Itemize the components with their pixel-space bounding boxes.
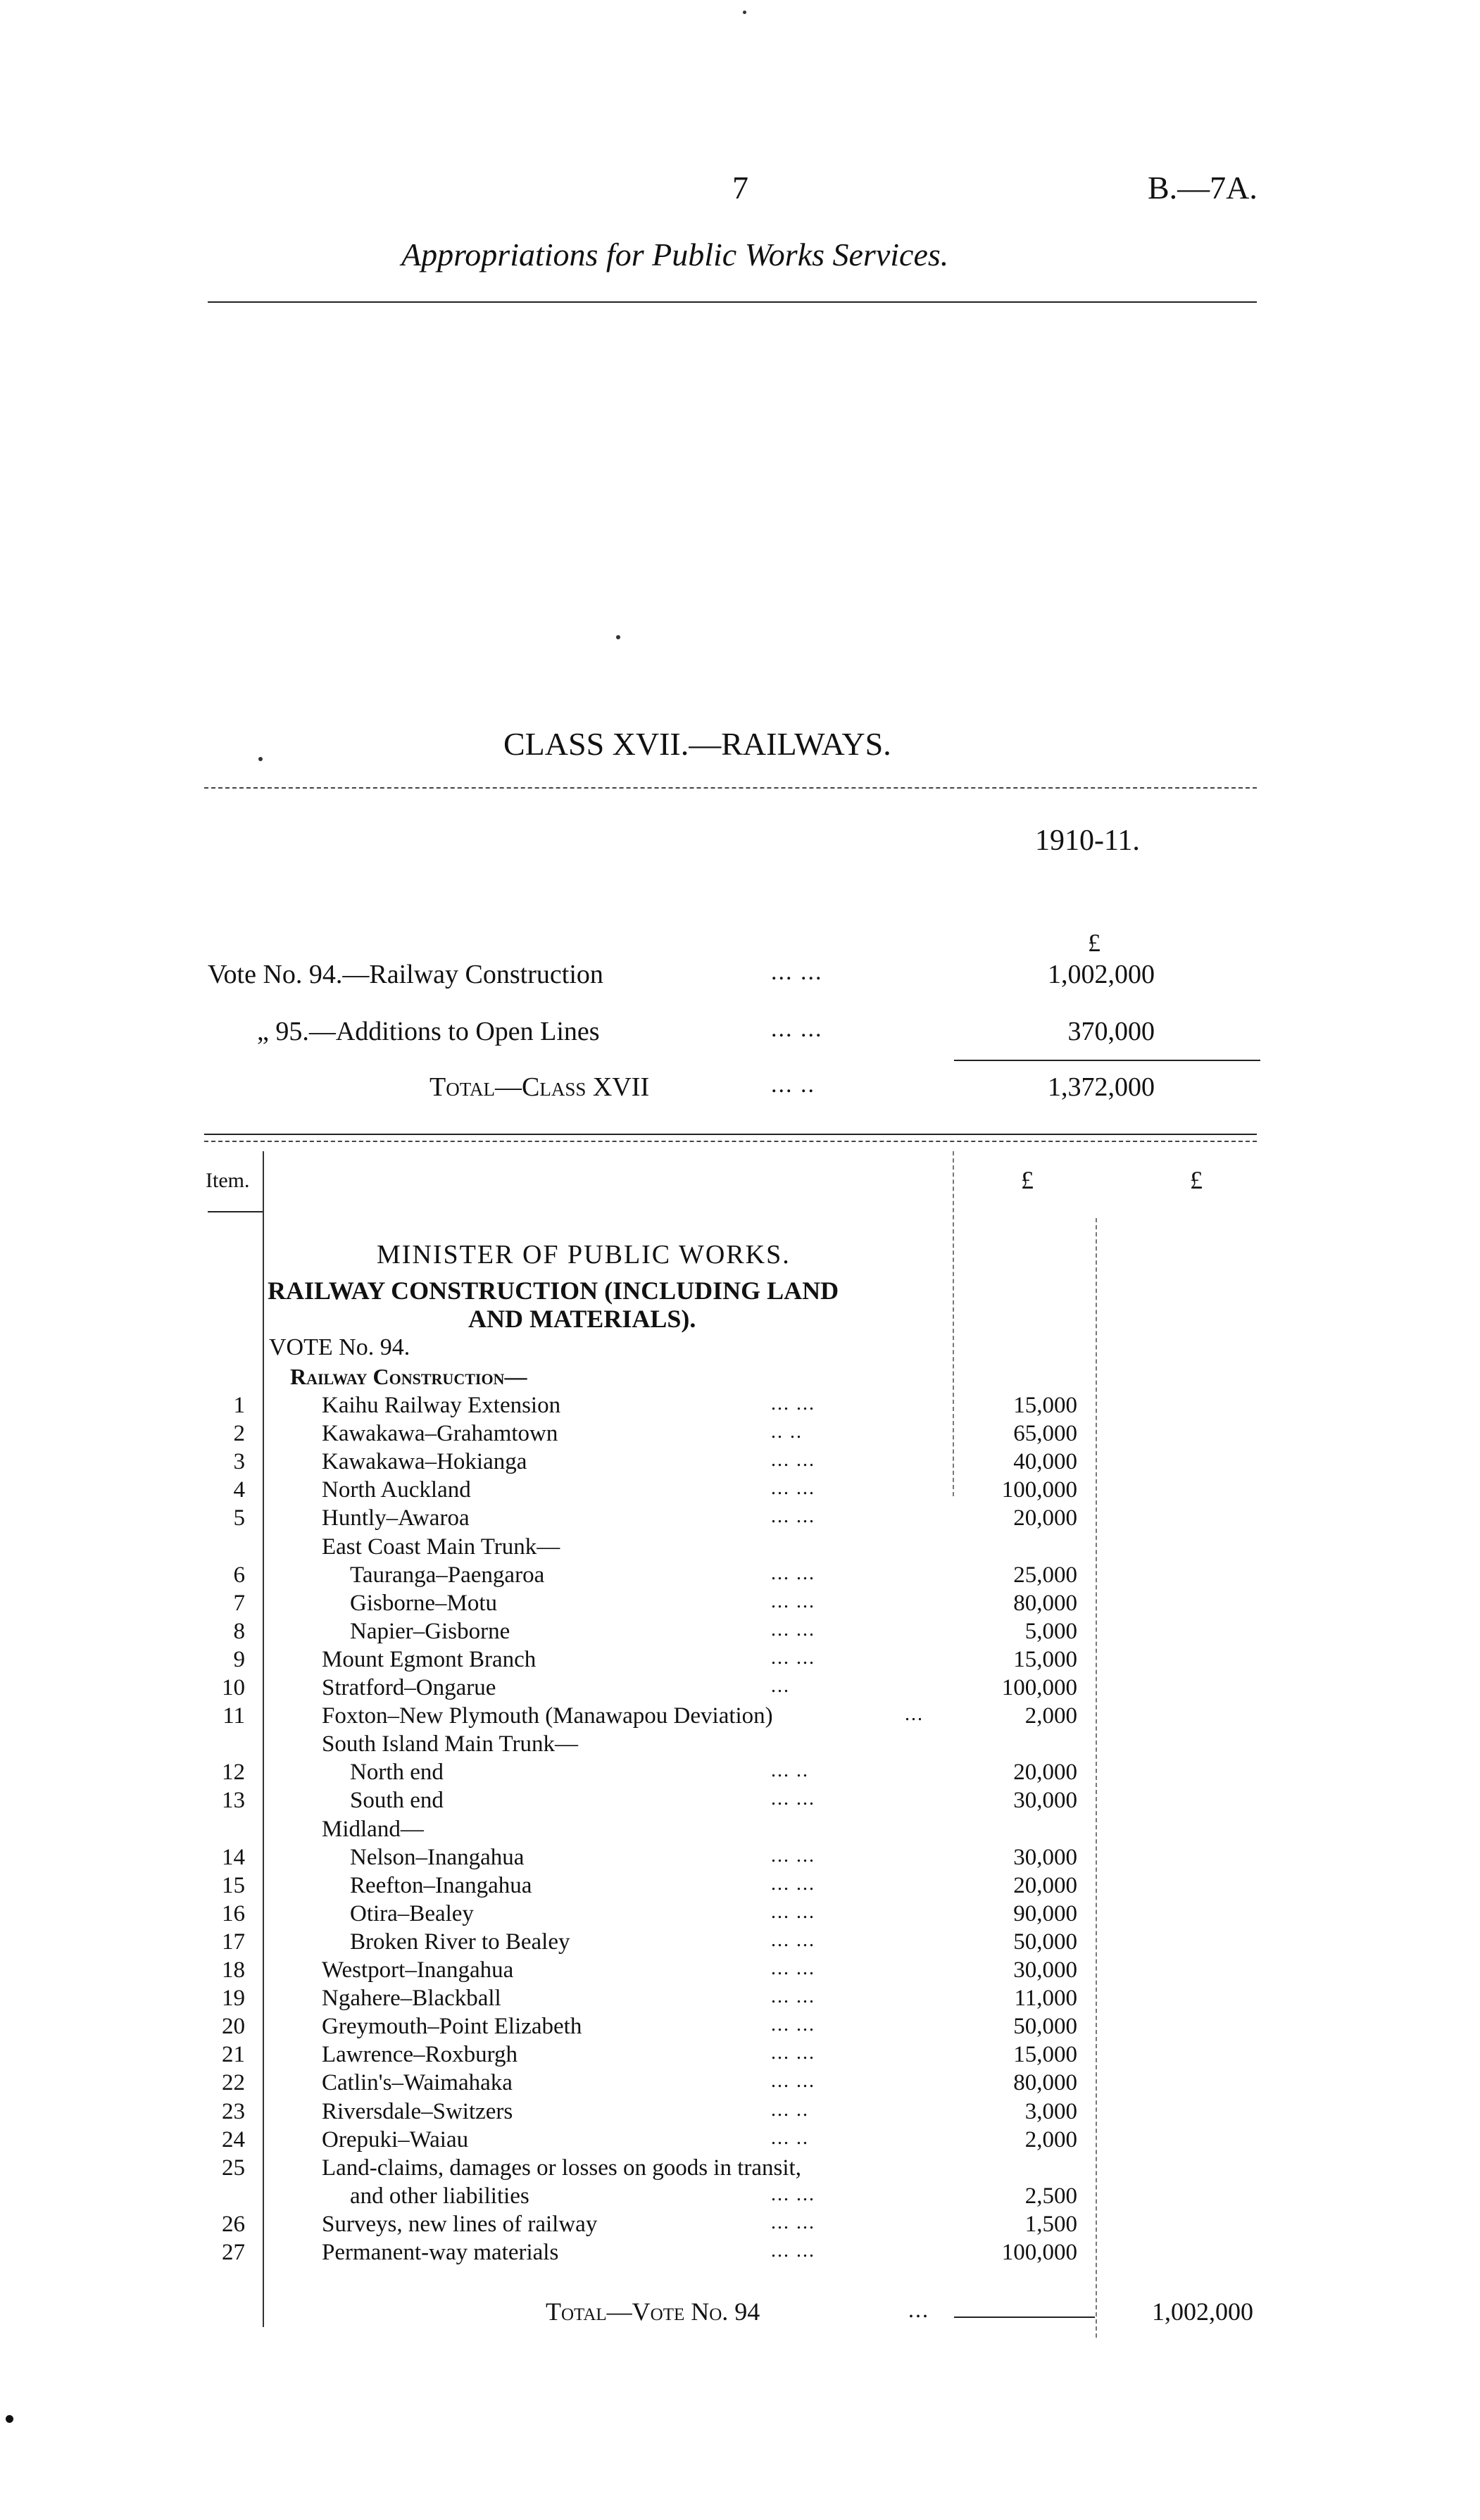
row-item-number: 20 <box>222 2014 245 2039</box>
row-leader-dots: ... ... <box>771 1562 815 1584</box>
row-leader-dots: ... ... <box>771 2042 815 2064</box>
row-item-number: 27 <box>222 2240 245 2265</box>
row-item-number: 8 <box>233 1619 245 1644</box>
row-railway-name: Midland— <box>322 1817 424 1842</box>
row-leader-dots: ... .. <box>771 2099 809 2121</box>
ministry-heading: MINISTER OF PUBLIC WORKS. <box>377 1240 791 1270</box>
class-heading: CLASS XVII.—RAILWAYS. <box>503 726 891 762</box>
row-amount: 1,500 <box>1024 2212 1077 2237</box>
row-leader-dots: ... ... <box>771 1619 815 1641</box>
summary-vote-94-label: Vote No. 94.—Railway Construction <box>208 960 603 989</box>
row-amount: 15,000 <box>1013 1393 1077 1418</box>
row-railway-name: Reefton–Inangahua <box>350 1873 532 1898</box>
row-leader-dots: ... ... <box>771 2183 815 2205</box>
row-amount: 80,000 <box>1013 1591 1077 1616</box>
row-railway-name: East Coast Main Trunk— <box>322 1534 560 1560</box>
column-header-pound-1: £ <box>1021 1166 1034 1194</box>
row-amount: 65,000 <box>1013 1421 1077 1446</box>
row-leader-dots: ... ... <box>771 1986 815 2007</box>
row-leader-dots: .. .. <box>771 1421 803 1443</box>
row-railway-name: Orepuki–Waiau <box>322 2127 469 2152</box>
row-item-number: 9 <box>233 1647 245 1672</box>
class-heading-rule <box>204 787 1257 789</box>
row-leader-dots: ... ... <box>771 1957 815 1979</box>
row-railway-name: Riversdale–Switzers <box>322 2099 513 2124</box>
row-item-number: 3 <box>233 1449 245 1474</box>
row-amount: 30,000 <box>1013 1845 1077 1870</box>
summary-total-dots: ... .. <box>771 1072 815 1098</box>
row-item-number: 1 <box>233 1393 245 1418</box>
row-railway-name: Ngahere–Blackball <box>322 1986 501 2011</box>
row-item-number: 17 <box>222 1929 245 1955</box>
row-item-number: 12 <box>222 1760 245 1785</box>
summary-total-amount: 1,372,000 <box>1048 1072 1155 1102</box>
row-amount: 25,000 <box>1013 1562 1077 1588</box>
row-item-number: 5 <box>233 1505 245 1531</box>
row-item-number: 21 <box>222 2042 245 2067</box>
row-leader-dots: ... ... <box>771 1788 815 1810</box>
row-railway-name: Surveys, new lines of railway <box>322 2212 598 2237</box>
row-railway-name: Westport–Inangahua <box>322 1957 514 1983</box>
row-railway-name: Kawakawa–Hokianga <box>322 1449 527 1474</box>
vote-total-label: Total—Vote No. 94 <box>546 2298 760 2326</box>
row-railway-name: South end <box>350 1788 444 1813</box>
summary-subtotal-rule <box>954 1060 1260 1061</box>
row-leader-dots: ... ... <box>771 1505 815 1527</box>
row-item-number: 24 <box>222 2127 245 2152</box>
row-railway-name: Permanent-way materials <box>322 2240 559 2265</box>
row-railway-name: Foxton–New Plymouth (Manawapou Deviation) <box>322 1703 773 1729</box>
row-leader-dots: ... <box>905 1703 924 1725</box>
row-amount: 40,000 <box>1013 1449 1077 1474</box>
row-railway-name: Broken River to Bealey <box>350 1929 570 1955</box>
header-rule <box>208 301 1257 303</box>
row-item-number: 11 <box>222 1703 245 1729</box>
row-amount: 90,000 <box>1013 1901 1077 1926</box>
row-leader-dots: ... ... <box>771 1477 815 1499</box>
table-top-rule <box>204 1134 1257 1135</box>
row-amount: 15,000 <box>1013 1647 1077 1672</box>
row-railway-name: Napier–Gisborne <box>350 1619 510 1644</box>
row-item-number: 23 <box>222 2099 245 2124</box>
row-leader-dots: ... .. <box>771 2127 809 2149</box>
column-header-item: Item. <box>206 1169 250 1192</box>
ink-speck <box>6 2415 13 2423</box>
row-amount: 30,000 <box>1013 1957 1077 1983</box>
summary-vote-95-amount: 370,000 <box>1067 1017 1155 1046</box>
row-amount: 100,000 <box>1001 2240 1077 2265</box>
summary-vote-95-label: „ 95.—Additions to Open Lines <box>257 1017 600 1046</box>
row-railway-name: Otira–Bealey <box>350 1901 474 1926</box>
row-railway-name: and other liabilities <box>350 2183 529 2209</box>
summary-vote-95-dots: ... ... <box>771 1016 823 1042</box>
row-amount: 100,000 <box>1001 1477 1077 1503</box>
row-item-number: 2 <box>233 1421 245 1446</box>
amount-column-rule-left <box>953 1151 954 1496</box>
row-railway-name: Gisborne–Motu <box>350 1591 497 1616</box>
summary-vote-94-amount: 1,002,000 <box>1048 960 1155 989</box>
row-amount: 20,000 <box>1013 1505 1077 1531</box>
vote-subheading: Railway Construction— <box>290 1364 527 1389</box>
ink-speck <box>743 11 746 14</box>
table-top-rule-2 <box>204 1141 1257 1142</box>
row-leader-dots: ... <box>771 1675 790 1697</box>
row-amount: 5,000 <box>1024 1619 1077 1644</box>
row-amount: 50,000 <box>1013 2014 1077 2039</box>
row-leader-dots: ... ... <box>771 2070 815 2092</box>
row-leader-dots: ... ... <box>771 1901 815 1923</box>
row-leader-dots: ... ... <box>771 1591 815 1612</box>
row-railway-name: Kawakawa–Grahamtown <box>322 1421 558 1446</box>
row-item-number: 10 <box>222 1675 245 1700</box>
row-item-number: 13 <box>222 1788 245 1813</box>
row-railway-name: Stratford–Ongarue <box>322 1675 496 1700</box>
row-railway-name: Land-claims, damages or losses on goods in transit, <box>322 2155 801 2181</box>
row-railway-name: Tauranga–Paengaroa <box>350 1562 545 1588</box>
row-item-number: 19 <box>222 1986 245 2011</box>
vote-total-rule <box>954 2317 1095 2318</box>
row-leader-dots: ... ... <box>771 1845 815 1867</box>
row-railway-name: Kaihu Railway Extension <box>322 1393 561 1418</box>
row-amount: 2,000 <box>1024 1703 1077 1729</box>
row-item-number: 22 <box>222 2070 245 2095</box>
row-railway-name: North end <box>350 1760 444 1785</box>
vote-total-dots: ... <box>908 2297 929 2322</box>
row-amount: 15,000 <box>1013 2042 1077 2067</box>
amount-column-rule-right <box>1096 1218 1097 2338</box>
row-item-number: 14 <box>222 1845 245 1870</box>
section-heading-line-2: AND MATERIALS). <box>468 1305 696 1333</box>
row-amount: 50,000 <box>1013 1929 1077 1955</box>
column-header-pound-2: £ <box>1190 1166 1203 1194</box>
vote-total-amount: 1,002,000 <box>1152 2298 1253 2326</box>
row-leader-dots: ... ... <box>771 2212 815 2233</box>
row-leader-dots: ... ... <box>771 1929 815 1951</box>
row-item-number: 26 <box>222 2212 245 2237</box>
row-item-number: 4 <box>233 1477 245 1503</box>
row-amount: 2,500 <box>1024 2183 1077 2209</box>
page-title: Appropriations for Public Works Services. <box>401 237 949 272</box>
row-amount: 3,000 <box>1024 2099 1077 2124</box>
row-leader-dots: ... ... <box>771 1449 815 1471</box>
row-leader-dots: ... ... <box>771 1393 815 1415</box>
summary-currency: £ <box>1088 929 1100 957</box>
document-reference: B.—7A. <box>1148 170 1258 206</box>
row-item-number: 18 <box>222 1957 245 1983</box>
summary-total-label: Total—Class XVII <box>429 1072 650 1102</box>
vote-number: VOTE No. 94. <box>269 1334 410 1360</box>
row-amount: 20,000 <box>1013 1760 1077 1785</box>
row-item-number: 25 <box>222 2155 245 2181</box>
ink-speck <box>616 635 620 639</box>
row-amount: 2,000 <box>1024 2127 1077 2152</box>
row-amount: 20,000 <box>1013 1873 1077 1898</box>
row-railway-name: Lawrence–Roxburgh <box>322 2042 518 2067</box>
row-railway-name: Greymouth–Point Elizabeth <box>322 2014 582 2039</box>
row-leader-dots: ... ... <box>771 1647 815 1669</box>
row-railway-name: Nelson–Inangahua <box>350 1845 525 1870</box>
page-number: 7 <box>732 170 748 206</box>
row-leader-dots: ... ... <box>771 2014 815 2036</box>
row-item-number: 6 <box>233 1562 245 1588</box>
row-amount: 100,000 <box>1001 1675 1077 1700</box>
ink-speck <box>258 757 263 761</box>
row-item-number: 16 <box>222 1901 245 1926</box>
row-leader-dots: ... ... <box>771 1873 815 1895</box>
row-leader-dots: ... ... <box>771 2240 815 2262</box>
summary-year: 1910-11. <box>1035 825 1140 857</box>
row-railway-name: Huntly–Awaroa <box>322 1505 470 1531</box>
row-leader-dots: ... .. <box>771 1760 809 1781</box>
row-railway-name: Catlin's–Waimahaka <box>322 2070 513 2095</box>
section-heading-line-1: RAILWAY CONSTRUCTION (INCLUDING LAND <box>268 1277 839 1305</box>
row-item-number: 15 <box>222 1873 245 1898</box>
row-amount: 11,000 <box>1014 1986 1077 2011</box>
row-railway-name: North Auckland <box>322 1477 471 1503</box>
row-item-number: 7 <box>233 1591 245 1616</box>
summary-vote-94-dots: ... ... <box>771 959 823 985</box>
row-railway-name: Mount Egmont Branch <box>322 1647 537 1672</box>
row-railway-name: South Island Main Trunk— <box>322 1731 578 1757</box>
item-column-rule <box>263 1151 264 2327</box>
row-amount: 80,000 <box>1013 2070 1077 2095</box>
item-header-rule <box>208 1211 264 1212</box>
row-amount: 30,000 <box>1013 1788 1077 1813</box>
